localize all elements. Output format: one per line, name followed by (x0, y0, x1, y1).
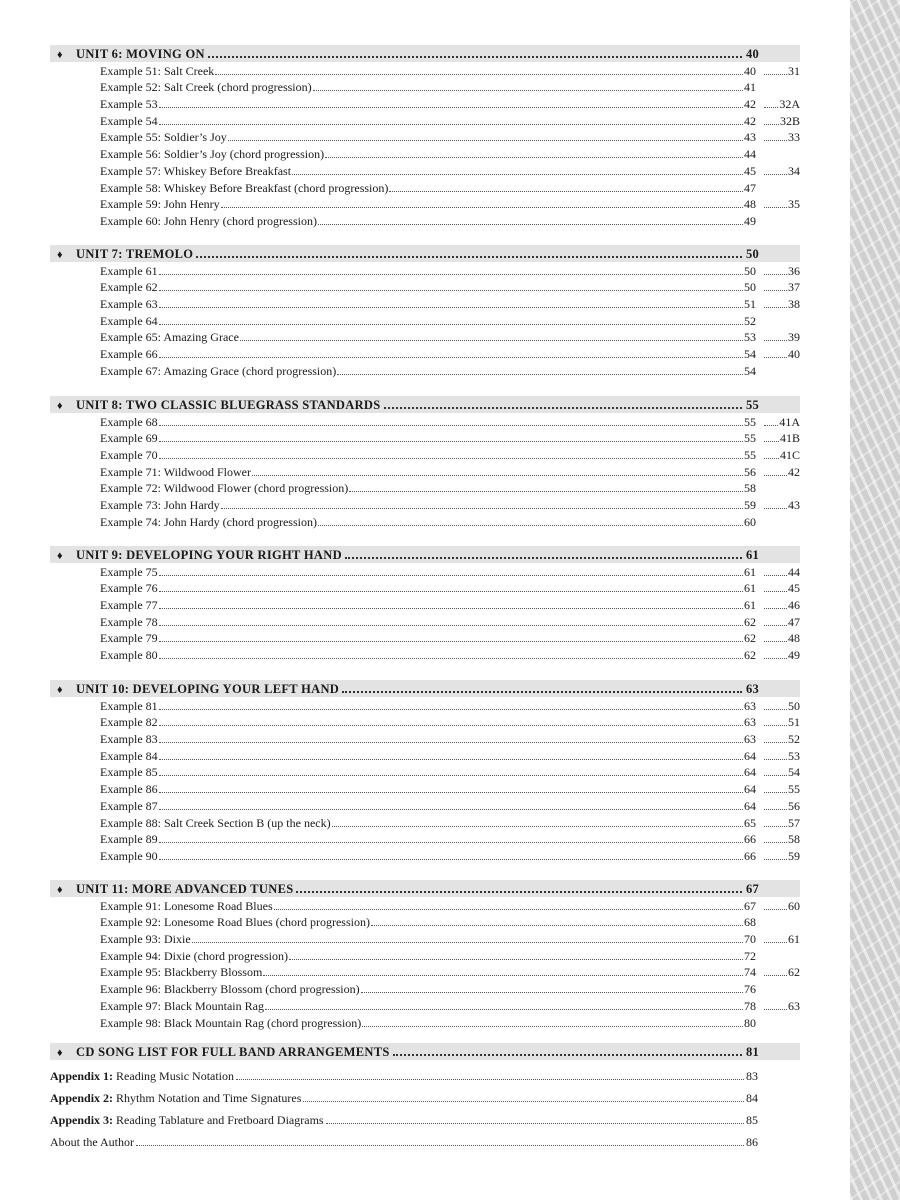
entry-label: Example 96: Blackberry Blossom (chord progression) (100, 982, 360, 997)
appendix-prefix: Appendix 2: (50, 1091, 114, 1105)
entry-label: Example 86 (100, 782, 158, 797)
toc-entry[interactable] (100, 747, 800, 764)
entry-label: Example 52: Salt Creek (chord progression) (100, 80, 312, 95)
entry-track: 58 (788, 832, 800, 847)
entry-label: Example 82 (100, 715, 158, 730)
entry-label: Example 95: Blackberry Blossom (100, 965, 263, 980)
entry-track: 36 (788, 263, 800, 278)
entry-page: 54 (744, 347, 756, 362)
toc-entry[interactable] (100, 446, 800, 463)
entry-track: 63 (788, 998, 800, 1013)
entry-track: 50 (788, 698, 800, 713)
toc-entry[interactable] (100, 964, 800, 981)
about-author-entry[interactable] (50, 1133, 800, 1150)
entry-track: 41B (779, 431, 800, 446)
toc-entry[interactable] (100, 730, 800, 747)
unit-page: 55 (746, 398, 760, 412)
toc-entry[interactable] (100, 697, 800, 714)
entry-page: 47 (744, 180, 756, 195)
entry-track: 35 (788, 197, 800, 212)
entry-label: Example 79 (100, 631, 158, 646)
unit-title: UNIT 8: TWO CLASSIC BLUEGRASS STANDARDS (76, 398, 381, 412)
entry-label: Example 56: Soldier’s Joy (chord progression) (100, 147, 325, 162)
entry-page: 44 (744, 147, 756, 162)
entry-page: 40 (744, 63, 756, 78)
entry-track: 60 (788, 898, 800, 913)
entry-page: 62 (744, 648, 756, 663)
toc-entry[interactable] (100, 914, 800, 931)
entry-page: 51 (744, 297, 756, 312)
entry-page: 42 (744, 97, 756, 112)
toc-entry[interactable] (100, 1014, 800, 1031)
entry-label: Example 97: Black Mountain Rag (100, 998, 264, 1013)
entry-label: Example 73: John Hardy (100, 498, 220, 513)
toc-entry[interactable] (100, 630, 800, 647)
entry-label: Example 98: Black Mountain Rag (chord progression) (100, 1015, 362, 1030)
entry-track: 52 (788, 732, 800, 747)
appendix-label: Rhythm Notation and Time Signatures (116, 1091, 302, 1105)
unit-title: UNIT 9: DEVELOPING YOUR RIGHT HAND (76, 548, 342, 562)
cd-song-list-header[interactable] (50, 1043, 800, 1060)
entry-label: Example 77 (100, 598, 158, 613)
entry-track: 45 (788, 581, 800, 596)
entry-page: 74 (744, 965, 756, 980)
diamond-bullet-icon: ♦ (57, 249, 63, 261)
toc-entry[interactable] (100, 312, 800, 329)
unit-header[interactable] (50, 45, 800, 62)
entry-page: 48 (744, 197, 756, 212)
toc-entry[interactable] (100, 947, 800, 964)
diamond-bullet-icon: ♦ (57, 550, 63, 562)
unit-title: UNIT 11: MORE ADVANCED TUNES (76, 882, 294, 896)
entry-track: 61 (788, 932, 800, 947)
entry-track: 54 (788, 765, 800, 780)
toc-entry[interactable] (100, 279, 800, 296)
entry-track: 41C (779, 448, 800, 463)
unit-title: UNIT 6: MOVING ON (76, 47, 205, 61)
toc-entry[interactable] (100, 563, 800, 580)
entry-label: Example 90 (100, 848, 158, 863)
entry-page: 45 (744, 163, 756, 178)
diamond-bullet-icon: ♦ (57, 684, 63, 696)
appendix-page: 84 (746, 1091, 758, 1105)
entry-label: Example 66 (100, 347, 158, 362)
entry-track: 42 (788, 464, 800, 479)
entry-page: 63 (744, 698, 756, 713)
entry-page: 56 (744, 464, 756, 479)
entry-page: 78 (744, 998, 756, 1013)
entry-track: 44 (788, 564, 800, 579)
entry-page: 68 (744, 915, 756, 930)
entry-page: 58 (744, 481, 756, 496)
toc-entry[interactable] (100, 329, 800, 346)
toc-entry[interactable] (100, 430, 800, 447)
unit-header[interactable] (50, 680, 800, 697)
entry-page: 55 (744, 414, 756, 429)
entry-label: Example 69 (100, 431, 158, 446)
entry-page: 76 (744, 982, 756, 997)
toc-entry[interactable] (100, 480, 800, 497)
entry-page: 55 (744, 431, 756, 446)
toc-entry[interactable] (100, 212, 800, 229)
toc-entry[interactable] (100, 513, 800, 530)
entry-page: 49 (744, 213, 756, 228)
toc-entry[interactable] (100, 79, 800, 96)
entry-label: Example 87 (100, 798, 158, 813)
entry-label: Example 61 (100, 263, 158, 278)
entry-page: 59 (744, 498, 756, 513)
entry-page: 66 (744, 832, 756, 847)
entry-label: Example 93: Dixie (100, 932, 191, 947)
unit-title: UNIT 7: TREMOLO (76, 247, 194, 261)
toc-entry[interactable] (100, 596, 800, 613)
entry-page: 80 (744, 1015, 756, 1030)
entry-page: 41 (744, 80, 756, 95)
entry-page: 43 (744, 130, 756, 145)
appendix-page: 85 (746, 1113, 758, 1127)
entry-label: Example 58: Whiskey Before Breakfast (chord progression) (100, 180, 389, 195)
entry-label: Example 83 (100, 732, 158, 747)
entry-track: 48 (788, 631, 800, 646)
toc-entry[interactable] (100, 162, 800, 179)
entry-label: Example 51: Salt Creek (100, 63, 215, 78)
entry-label: Example 78 (100, 614, 158, 629)
toc-entry[interactable] (100, 262, 800, 279)
entry-label: Example 70 (100, 448, 158, 463)
unit-section (50, 45, 800, 229)
entry-label: Example 75 (100, 564, 158, 579)
entry-page: 61 (744, 564, 756, 579)
entry-track: 56 (788, 798, 800, 813)
toc-entry[interactable] (100, 814, 800, 831)
entry-label: Example 59: John Henry (100, 197, 220, 212)
diamond-bullet-icon: ♦ (57, 49, 63, 61)
entry-label: Example 88: Salt Creek Section B (up the neck) (100, 815, 331, 830)
toc-entry[interactable] (100, 463, 800, 480)
entry-track: 51 (788, 715, 800, 730)
entry-label: Example 71: Wildwood Flower (100, 464, 251, 479)
toc-entry[interactable] (100, 295, 800, 312)
unit-header[interactable] (50, 245, 800, 262)
toc-entry[interactable] (100, 362, 800, 379)
unit-section (50, 680, 800, 864)
entry-label: Example 91: Lonesome Road Blues (100, 898, 273, 913)
toc-entry[interactable] (100, 345, 800, 362)
toc-entry[interactable] (100, 179, 800, 196)
unit-page: 61 (746, 548, 760, 562)
toc-entry[interactable] (100, 897, 800, 914)
appendix-page: 83 (746, 1069, 758, 1083)
diamond-bullet-icon: ♦ (57, 884, 63, 896)
toc-entry[interactable] (100, 847, 800, 864)
entry-label: Example 80 (100, 648, 158, 663)
appendix-entry[interactable] (50, 1111, 800, 1128)
toc-entry[interactable] (100, 997, 800, 1014)
unit-section (50, 546, 800, 663)
toc-entry[interactable] (100, 413, 800, 430)
entry-page: 65 (744, 815, 756, 830)
entry-page: 61 (744, 598, 756, 613)
entry-track: 57 (788, 815, 800, 830)
entry-track: 37 (788, 280, 800, 295)
entry-page: 70 (744, 932, 756, 947)
appendix-label: Reading Tablature and Fretboard Diagrams (116, 1113, 324, 1127)
cd-song-list-title: CD SONG LIST FOR FULL BAND ARRANGEMENTS (76, 1045, 390, 1059)
toc-entry[interactable] (100, 714, 800, 731)
entry-page: 60 (744, 514, 756, 529)
toc-entry[interactable] (100, 129, 800, 146)
entry-page: 50 (744, 263, 756, 278)
entry-page: 64 (744, 748, 756, 763)
toc-entry[interactable] (100, 145, 800, 162)
toc-entry[interactable] (100, 62, 800, 79)
unit-header[interactable] (50, 396, 800, 413)
unit-header[interactable] (50, 880, 800, 897)
entry-track: 32A (779, 97, 800, 112)
entry-page: 63 (744, 732, 756, 747)
entry-label: Example 94: Dixie (chord progression) (100, 948, 288, 963)
unit-page: 50 (746, 247, 760, 261)
unit-section (50, 396, 800, 530)
entry-label: Example 53 (100, 97, 158, 112)
toc-entry[interactable] (100, 646, 800, 663)
entry-label: Example 76 (100, 581, 158, 596)
entry-label: Example 72: Wildwood Flower (chord progression) (100, 481, 349, 496)
appendix-label: Reading Music Notation (116, 1069, 235, 1083)
entry-page: 64 (744, 782, 756, 797)
entry-page: 64 (744, 798, 756, 813)
entry-track: 62 (788, 965, 800, 980)
entry-track: 59 (788, 848, 800, 863)
diamond-bullet-icon: ♦ (57, 1047, 63, 1059)
entry-label: Example 74: John Hardy (chord progression) (100, 514, 317, 529)
entry-label: Example 89 (100, 832, 158, 847)
entry-page: 61 (744, 581, 756, 596)
toc-entry[interactable] (100, 613, 800, 630)
toc-entry[interactable] (100, 496, 800, 513)
entry-track: 55 (788, 782, 800, 797)
unit-page: 63 (746, 682, 760, 696)
appendix-entry[interactable] (50, 1067, 800, 1084)
toc-entry[interactable] (100, 980, 800, 997)
entry-page: 63 (744, 715, 756, 730)
entry-track: 31 (788, 63, 800, 78)
entry-page: 62 (744, 631, 756, 646)
entry-page: 62 (744, 614, 756, 629)
entry-label: Example 67: Amazing Grace (chord progression) (100, 363, 337, 378)
entry-track: 49 (788, 648, 800, 663)
entry-page: 72 (744, 948, 756, 963)
entry-page: 67 (744, 898, 756, 913)
entry-page: 66 (744, 848, 756, 863)
appendix-prefix: Appendix 3: (50, 1113, 114, 1127)
toc-entry[interactable] (100, 831, 800, 848)
entry-label: Example 63 (100, 297, 158, 312)
about-author-label: About the Author (50, 1135, 134, 1149)
entry-track: 41A (779, 414, 800, 429)
entry-track: 40 (788, 347, 800, 362)
entry-track: 33 (788, 130, 800, 145)
diamond-bullet-icon: ♦ (57, 400, 63, 412)
entry-track: 46 (788, 598, 800, 613)
entry-label: Example 65: Amazing Grace (100, 330, 239, 345)
about-author-page: 86 (746, 1135, 758, 1149)
entry-page: 50 (744, 280, 756, 295)
entry-track: 39 (788, 330, 800, 345)
unit-header[interactable] (50, 546, 800, 563)
unit-page: 40 (746, 47, 760, 61)
unit-title: UNIT 10: DEVELOPING YOUR LEFT HAND (76, 682, 340, 696)
toc-entry[interactable] (100, 95, 800, 112)
toc-entry[interactable] (100, 196, 800, 213)
entry-label: Example 84 (100, 748, 158, 763)
cd-song-list-page: 81 (746, 1045, 760, 1059)
entry-label: Example 64 (100, 313, 158, 328)
entry-label: Example 60: John Henry (chord progression) (100, 213, 317, 228)
entry-label: Example 54 (100, 113, 158, 128)
toc-entry[interactable] (100, 780, 800, 797)
entry-page: 64 (744, 765, 756, 780)
appendix-prefix: Appendix 1: (50, 1069, 114, 1083)
toc-entry[interactable] (100, 930, 800, 947)
entry-label: Example 57: Whiskey Before Breakfast (100, 163, 292, 178)
unit-page: 67 (746, 882, 760, 896)
entry-page: 53 (744, 330, 756, 345)
toc-entry[interactable] (100, 764, 800, 781)
toc-entry[interactable] (100, 580, 800, 597)
entry-page: 55 (744, 448, 756, 463)
entry-track: 53 (788, 748, 800, 763)
entry-label: Example 92: Lonesome Road Blues (chord progression) (100, 915, 370, 930)
unit-section (50, 880, 800, 1031)
entry-page: 54 (744, 363, 756, 378)
entry-label: Example 55: Soldier’s Joy (100, 130, 227, 145)
toc-entry[interactable] (100, 797, 800, 814)
entry-label: Example 81 (100, 698, 158, 713)
cd-song-list-section (50, 1043, 800, 1060)
entry-label: Example 68 (100, 414, 158, 429)
decorative-side-strip (850, 0, 900, 1200)
entry-label: Example 62 (100, 280, 158, 295)
entry-page: 52 (744, 313, 756, 328)
entry-page: 42 (744, 113, 756, 128)
appendix-entry[interactable] (50, 1089, 800, 1106)
entry-track: 32B (779, 113, 800, 128)
entry-label: Example 85 (100, 765, 158, 780)
entry-track: 34 (788, 163, 800, 178)
toc-entry[interactable] (100, 112, 800, 129)
unit-section (50, 245, 800, 379)
entry-track: 43 (788, 498, 800, 513)
entry-track: 47 (788, 614, 800, 629)
entry-track: 38 (788, 297, 800, 312)
